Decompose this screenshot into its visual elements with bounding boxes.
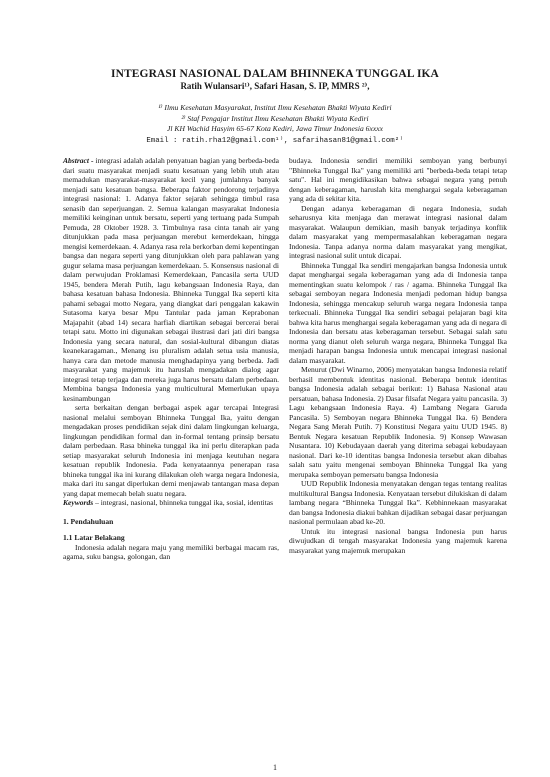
- left-column: [63, 156, 279, 562]
- abstract-paragraph-2: serta berkaitan dengan berbagai aspek agar tercapai Integrasi nasional melalui semboyan Bhinneka Tunggal Ika, yaitu dengan mengadakan proses pendidikan sejak dini dalam lingkungan keluarga, lingkungan pendidikan formal dan in-formal tentang prinsip bersatu dalam perbedaan. Rasa bhineka tunggal ika ini perlu diterapkan pada setiap masyarakat seluruh Indonesia ini menjaga keutuhan negara kesatuan republik Indonesia. Pada kenyataannya penerapan rasa bhineka tunggal ika ini kurang dilakukan oleh warga negara Indonesia, maka dari itu sangat diperlukan demi menjawab tantangan masa depan yang dapat memecah belah suatu negara.: [63, 403, 279, 498]
- keywords-paragraph: [63, 498, 279, 508]
- section-heading-introduction: 1. Pendahuluan: [63, 516, 114, 526]
- affiliation-line-1: ¹⁾ Ilmu Kesehatan Masyarakat, Institut Ilmu Kesehatan Bhakti Wiyata Kediri: [158, 103, 392, 112]
- author-emails: Email : ratih.rha12@gmail.com¹⁾, safarihasan81@gmail.com²⁾: [146, 137, 404, 145]
- subsection-heading-background: 1.1 Latar Belakang: [63, 533, 125, 542]
- affiliation-line-2: ²⁾ Staf Pengajar Institut Ilmu Kesehatan Bhakti Wiyata Kediri: [181, 114, 369, 123]
- body-paragraph-5: UUD Republik Indonesia menyatakan dengan tegas tentang realitas multikultural Bangsa Indonesia. Kenyataan tersebut dilukiskan di dalam lambang negara “Bhinneka Tunggal Ika”. Kebhinnekaan masyarakat dan bangsa Indonesia diakui bahkan dijadikan sebagai dasar perjuangan nasional permulaan abad ke-20.: [289, 479, 507, 526]
- body-paragraph-3: Bhinneka Tunggal Ika sendiri mengajarkan bangsa Indonesia untuk dapat menghargai segala keberagaman yang ada di Indonesia tanpa mementingkan suatu kelompok / ras / agama. Bhinneka Tunggal Ika sebagai semboyan negara Indonesia menjadi pedoman hidup bangsa Indonesia, sehingga mencakup seluruh warga negara Indonesia tanpa terkecuali. Bhinneka Tunggal Ika sendiri sebagai pelajaran bagi kita bahwa kita harus menghargai segala keberagaman yang ada di negara di Indonesia dan bersatu atas keberagaman tersebut. Sebagai salah satu norma yang dianut oleh seluruh warga negara, Bhinneka Tunggal Ika menjadi harapan bangsa Indonesia untuk mencapai integrasi nasional dalam masyarakat.: [289, 260, 507, 365]
- body-paragraph-1: budaya. Indonesia sendiri memiliki semboyan yang berbunyi "Bhinneka Tunggal Ika" yang memiliki arti "berbeda-beda tetapi tetap satu". Hal ini mengidikasikan bahwa sebagai negara yang penuh dengan keberagaman, haruslah kita menghargai segala keberagaman yang ada di sekitar kita.: [289, 156, 507, 203]
- right-column: [289, 156, 507, 555]
- paper-authors: Ratih Wulansari¹⁾, Safari Hasan, S. IP, MMRS ²⁾,: [180, 81, 370, 91]
- page-number: 1: [273, 763, 277, 772]
- intro-paragraph: Indonesia adalah negara maju yang memiliki berbagai macam ras, agama, suku bangsa, golongan, dan: [63, 542, 279, 561]
- affiliation-address: Jl KH Wachid Hasyim 65-67 Kota Kediri, Jawa Timur Indonesia 6xxxx: [167, 124, 383, 133]
- keywords-text: – integrasi, nasional, bhinneka tunggal ika, sosial, identitas: [93, 498, 274, 507]
- body-paragraph-4: Menurut (Dwi Winarno, 2006) menyatakan bangsa Indonesia relatif berhasil membentuk identitas nasional. Beberapa bentuk identitas bangsa Indonesia adalah sebagai berikut: 1) Bahasa Nasional atau persatuan, bahasa Indonesia. 2) Dasar filsafat Negara yaitu pancasila. 3) Lagu kebangsaan Indonesia Raya. 4) Lambang Negara Garuda Pancasila. 5) Semboyan negara Bhinneka Tunggal Ika. 6) Bendera Negara Sang Merah Putih. 7) Konstitusi Negara yaitu UUD 1945. 8) Bentuk Negara kesatuan Republik Indonesia. 9) Konsep Wawasan Nusantara. 10) Kebudayaan daerah yang diterima sebagai kebudayaan nasional. Dari ke-10 identitas bangsa Indonesia tersebut akan dibahas salah satu yaitu mengenai semboyan Bhinneka Tunggal Ika yang merupaka semboyan pemersatu bangsa Indonesia: [289, 365, 507, 479]
- abstract-label: Abstract -: [63, 156, 94, 165]
- paper-title: INTEGRASI NASIONAL DALAM BHINNEKA TUNGGAL IKA: [111, 68, 439, 80]
- abstract-paragraph: [63, 156, 279, 403]
- abstract-text: integrasi adalah adalah penyatuan bagian yang berbeda-beda dari suatu masyarakat menjadi suatu kesatuan yang lebih utuh atau memadukan masyarakat-masyarakat kecil yang jumlahnya banyak menjadi satu kesatuan bangsa. Beberapa faktor pendorong terjadinya integrasi nasional: 1. Adanya faktor sejarah sehingga timbul rasa senasib dan seperjuangan. 2. Semua kalangan masyarakat Indonesia memiliki keinginan untuk bersatu, seperti yang tertuang pada Sumpah Pemuda, 28 Oktober 1928. 3. Timbulnya rasa cinta tanah air yang ditunjukkan pada masa perjuangan merebut kemerdekaan, hingga mengisi kemerdekaan. 4. Adanya rasa rela berkorban demi kepentingan bangsa dan negara seperti yang ditunjukkan oleh para pahlawan yang gugur selama masa perjuangan kemerdekaan. 5. Konsensus nasional di dalam perwujudan Proklamasi Kemerdekaan, Pancasila serta UUD 1945, bendera Merah Putih, lagu kebangsaan Indonesia Raya, dan bahasa kesatuan bahasa Indonesia. Bhinneka Tunggal Ika seperti kita pahami sebagai motto Negara, yang diangkat dari penggalan kakawin Sutasoma karya besar Mpu Tantular pada jaman Keprabonan Majapahit (abad 14) secara harfiah diartikan sebagai bercerai berai tetapi satu. Motto ini digunakan sebagai ilustrasi dari jati diri bangsa Indonesia yang secara natural, dan sosial-kultural dibangun diatas keanekaragaman., Menang isu pluralism adalah setua usia manusia, hanya cara dan metode manusia menghadapinya yang berbeda. Jadi masyarakat yang majemuk itu haruslah mengadakan dialog agar integrasi tetap terjaga dan mereka juga harus bersatu dalam perbedaan. Membina bangsa Indonesia yang multicultural Memerlukan upaya kesinambungan: [63, 156, 279, 403]
- keywords-label: Keywords: [63, 498, 94, 507]
- body-paragraph-6: Untuk itu integrasi nasional bangsa Indonesia pun harus diwujudkan di tengah masyarakat Indonesia yang majemuk karena masyarakat yang majemuk merupakan: [289, 526, 507, 555]
- body-paragraph-2: Dengan adanya keberagaman di negara Indonesia, sudah seharusnya kita menjaga dan merawat integrasi nasional dalam masyarakat. Walaupun demikian, masih banyak terjadinya konflik dalam masyarakat yang mempermasalahkan keberagaman negara Indonesia. Tanpa adanya norma dalam masyarakat yang mengikat, integrasi nasional sulit untuk dicapai.: [289, 203, 507, 260]
